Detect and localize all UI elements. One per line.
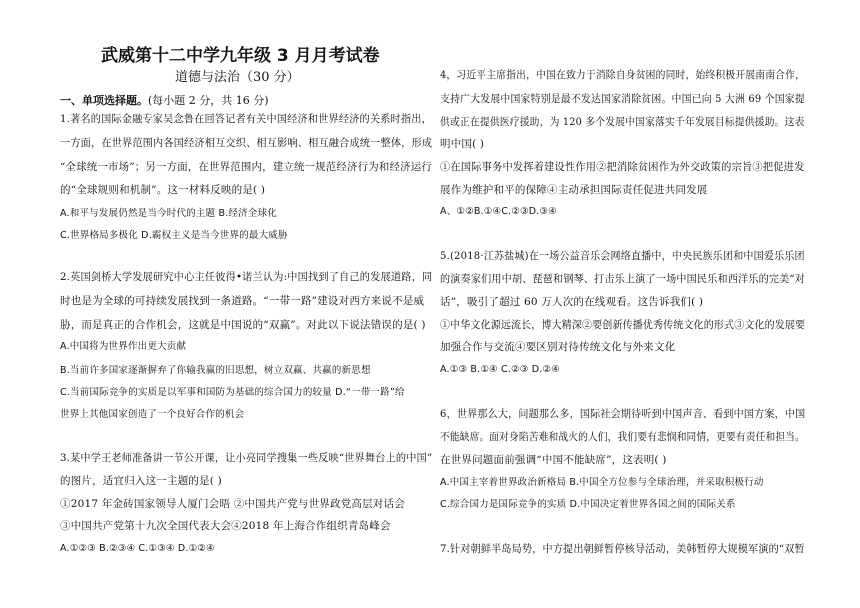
question-line: 4，习近平主席指出，中国在致力于消除自身贫困的同时，始终积极开展南南合作，: [440, 69, 806, 81]
question-line: “全球统一市场”；另一方面，在世界范围内，建立统一规范经济行为和经济运行: [60, 161, 432, 173]
question-line: 3.某中学王老师准备讲一节公开课，让小亮同学搜集一些反映“世界舞台上的中国”: [60, 452, 433, 464]
answer-options: C.世界格局多极化 D.霸权主义是当今世界的最大威胁: [60, 230, 288, 241]
answer-options: A、①②B.①④C.②③D.③④: [440, 206, 557, 217]
answer-options: A.中国将为世界作出更大贡献: [60, 341, 187, 352]
answer-options: 世界上其他国家创造了一个良好合作的机会: [60, 409, 245, 420]
question-line: 展作为维护和平的保障④主动承担国际责任促进共同发展: [440, 184, 708, 196]
answer-options: B.当前许多国家逐渐摒弃了你输我赢的旧思想，树立双赢、共赢的新思想: [60, 365, 371, 376]
question-line: 2.英国剑桥大学发展研究中心主任彼得•诺兰认为:中国找到了自己的发展道路，同: [60, 271, 433, 283]
question-line: 7.针对朝鲜半岛局势，中方提出朝鲜暂停核导活动，美韩暂停大规模军演的“双暂: [440, 543, 805, 555]
question-line: 明中国( ): [440, 138, 485, 150]
section-title: 一、单项选择题。: [60, 94, 148, 107]
question-line: 加强合作与交流④要区别对待传统文化与外来文化: [440, 341, 676, 353]
answer-options: C.综合国力是国际竞争的实质 D.中国决定着世界各国之间的国际关系: [440, 499, 736, 510]
question-line: 一方面，在世界范围内各国经济相互交织、相互影响、相互融合成统一整体，形成: [60, 137, 433, 149]
question-line: 5.(2018·江苏盐城)在一场公益音乐会网络直播中，中央民族乐团和中国爱乐乐团: [440, 250, 805, 262]
question-line: 胁，而是真正的合作机会，这就是中国说的“双赢”。对此以下说法错误的是( ): [60, 319, 426, 331]
question-line: 在世界问题面前强调“中国不能缺席”，这表明( ): [440, 454, 667, 466]
exam-subtitle: 道德与法治（30 分）: [175, 70, 300, 85]
question-line: 话”，吸引了超过 60 万人次的在线观看。这告诉我们( ): [440, 296, 704, 308]
section-note: (每小题 2 分，共 16 分): [148, 94, 269, 107]
question-line: 1.著名的国际金融专家吴念鲁在回答记者有关中国经济和世界经济的关系时指出，: [60, 113, 432, 125]
question-line: ①在国际事务中发挥着建设性作用②把消除贫困作为外交政策的宗旨③把促进发: [440, 161, 805, 173]
question-line: 的图片，适宜归入这一主题的是( ): [60, 475, 222, 487]
answer-options: A.中国主宰着世界政治新格局 B.中国全方位参与全球治理，并采取积极行动: [440, 477, 764, 488]
answer-options: A.①②③ B.②③④ C.①③④ D.①②④: [60, 543, 215, 554]
question-line: ③中国共产党第十九次全国代表大会④2018 年上海合作组织青岛峰会: [60, 520, 391, 532]
question-line: 的演奏家们用中胡、琵琶和钢琴、打击乐上演了一场中国民乐和西洋乐的完美“对: [440, 273, 806, 285]
question-line: 时也是为全球的可持续发展找到一条道路。“一带一路”建设对西方来说不是威: [60, 295, 425, 307]
question-line: 的“全球规则和机制”。这一材料反映的是( ): [60, 184, 266, 196]
answer-options: C.当前国际竞争的实质是以军事和国防为基础的综合国力的较量 D.“一带一路”给: [60, 387, 405, 398]
question-line: ①中华文化源远流长，博大精深②要创新传播优秀传统文化的形式③文化的发展要: [440, 319, 806, 331]
answer-options: A.和平与发展仍然是当今时代的主题 B.经济全球化: [60, 208, 277, 219]
question-line: ①2017 年金砖国家领导人厦门会晤 ②中国共产党与世界政党高层对话会: [60, 498, 405, 510]
question-line: 支持广大发展中国家特别是最不发达国家消除贫困。中国已向 5 大洲 69 个国家提: [440, 93, 805, 105]
question-line: 供或正在提供医疗援助，为 120 多个发展中国家落实千年发展目标提供援助。这表: [440, 116, 805, 128]
exam-title: 武威第十二中学九年级 3 月月考试卷: [101, 46, 380, 66]
answer-options: A.①③ B.①④ C.②③ D.②④: [440, 364, 560, 375]
question-line: 不能缺席。面对身陷苦难和战火的人们，我们要有悲悯和同情，更要有责任和担当。: [440, 431, 805, 443]
section-heading: [60, 92, 269, 108]
question-line: 6，世界那么大，问题那么多，国际社会期待听到中国声音、看到中国方案，中国: [440, 408, 806, 420]
